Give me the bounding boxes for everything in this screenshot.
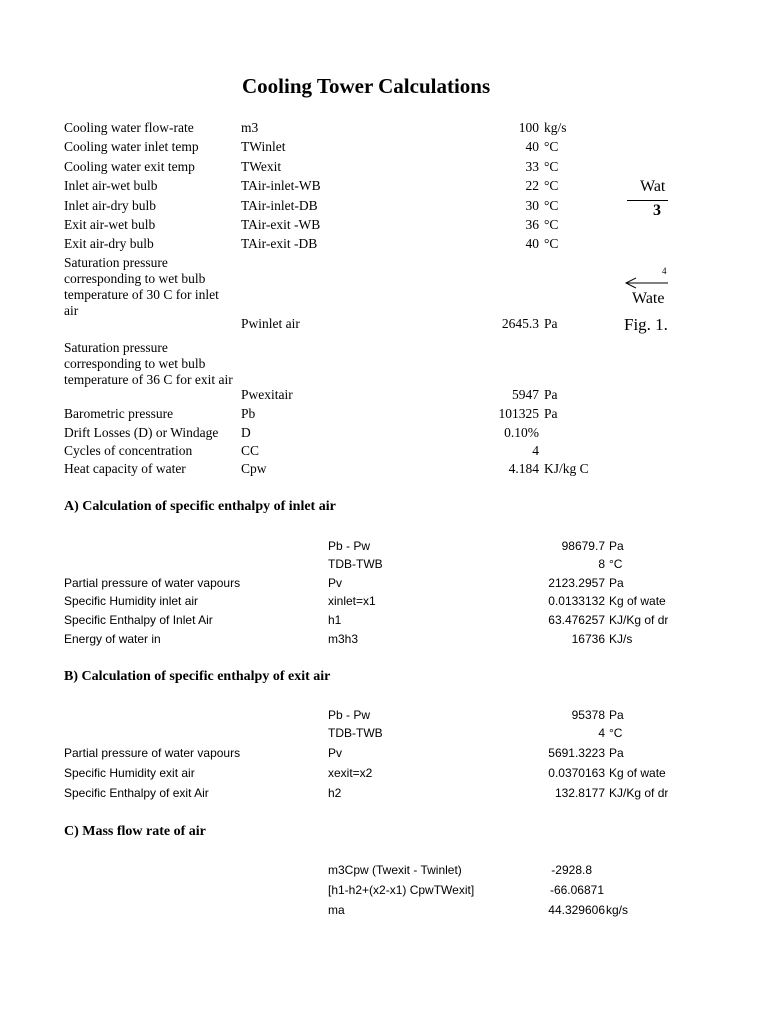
- param-unit: kg/s: [544, 120, 567, 135]
- row-unit: KJ/Kg of dr: [609, 786, 668, 800]
- row-unit: Pa: [609, 576, 624, 590]
- arrow-left-icon: [624, 276, 668, 290]
- row-expr: ma: [328, 903, 345, 917]
- param-symbol: TAir-inlet-WB: [241, 178, 321, 193]
- row-label: Partial pressure of water vapours: [64, 746, 241, 760]
- figure-caption: Fig. 1.: [624, 315, 668, 334]
- param-label: Cooling water inlet temp: [64, 139, 199, 154]
- param-symbol: D: [241, 425, 251, 440]
- row-unit: KJ/Kg of dr: [609, 613, 668, 627]
- row-expr: m3Cpw (Twexit - Twinlet): [328, 863, 462, 877]
- param-value: 40: [525, 236, 539, 251]
- param-label: Cooling water exit temp: [64, 159, 195, 174]
- figure-bottom-label: Wate: [632, 290, 665, 307]
- param-value: 5947: [512, 387, 539, 402]
- row-value: 8: [598, 557, 605, 571]
- row-value: 98679.7: [561, 539, 605, 553]
- row-value: -2928.8: [551, 863, 592, 877]
- param-label: Cooling water flow-rate: [64, 120, 194, 135]
- param-label: Drift Losses (D) or Windage: [64, 425, 219, 440]
- row-value: 16736: [571, 632, 605, 646]
- row-value: 95378: [571, 708, 605, 722]
- row-label: Specific Humidity inlet air: [64, 594, 199, 608]
- row-expr: TDB-TWB: [328, 726, 383, 740]
- param-symbol: Cpw: [241, 461, 267, 476]
- param-symbol: TAir-exit -DB: [241, 236, 318, 251]
- row-expr: xinlet=x1: [328, 594, 376, 608]
- param-unit: °C: [544, 139, 559, 154]
- param-value: 4.184: [508, 461, 539, 476]
- row-unit: Pa: [609, 708, 624, 722]
- row-value: 44.329606: [548, 903, 605, 917]
- row-value: 0.0370163: [548, 766, 605, 780]
- row-expr: Pb - Pw: [328, 539, 371, 553]
- row-unit: KJ/s: [609, 632, 633, 646]
- param-symbol: m3: [241, 120, 259, 135]
- row-expr: Pv: [328, 576, 343, 590]
- param-label: Inlet air-dry bulb: [64, 198, 156, 213]
- row-expr: h1: [328, 613, 342, 627]
- row-label: Specific Humidity exit air: [64, 766, 195, 780]
- section-b-heading: B) Calculation of specific enthalpy of exit air: [64, 669, 331, 684]
- section-c-heading: C) Mass flow rate of air: [64, 824, 206, 839]
- row-label: Specific Enthalpy of exit Air: [64, 786, 209, 800]
- row-unit: °C: [609, 726, 623, 740]
- row-value: 2123.2957: [548, 576, 605, 590]
- row-label: Specific Enthalpy of Inlet Air: [64, 613, 213, 627]
- figure-small-mark: 4: [662, 266, 667, 276]
- row-expr: [h1-h2+(x2-x1) CpwTWexit]: [328, 883, 475, 897]
- param-value: 30: [525, 198, 539, 213]
- param-unit: Pa: [544, 406, 558, 421]
- param-symbol: TWinlet: [241, 139, 286, 154]
- row-value: -66.06871: [549, 883, 604, 897]
- param-unit: °C: [544, 198, 559, 213]
- row-unit: °C: [609, 557, 623, 571]
- page-title: Cooling Tower Calculations: [242, 74, 491, 98]
- param-unit: °C: [544, 236, 559, 251]
- param-symbol: CC: [241, 443, 260, 458]
- figure-number: 3: [653, 202, 661, 219]
- param-label: Exit air-wet bulb: [64, 217, 156, 232]
- row-value: 63.476257: [548, 613, 605, 627]
- param-symbol: Pwexitair: [241, 387, 293, 402]
- param-value: 33: [525, 159, 539, 174]
- param-symbol: TWexit: [241, 159, 282, 174]
- row-value: 132.8177: [554, 786, 605, 800]
- param-label: Saturation pressure corresponding to wet bulb temperature of 36 C for exit air: [64, 340, 233, 387]
- row-value: 4: [598, 726, 605, 740]
- param-unit: °C: [544, 159, 559, 174]
- param-value: 36: [525, 217, 539, 232]
- row-label: Partial pressure of water vapours: [64, 576, 241, 590]
- param-symbol: Pb: [241, 406, 256, 421]
- row-unit: kg/s: [606, 903, 629, 917]
- param-value: 40: [525, 139, 539, 154]
- param-label: Cycles of concentration: [64, 443, 193, 458]
- param-label: Exit air-dry bulb: [64, 236, 154, 251]
- row-expr: m3h3: [328, 632, 359, 646]
- row-expr: TDB-TWB: [328, 557, 383, 571]
- row-label: Energy of water in: [64, 632, 161, 646]
- row-unit: Pa: [609, 539, 624, 553]
- param-symbol: TAir-exit -WB: [241, 217, 321, 232]
- param-value: 4: [532, 443, 539, 458]
- row-value: 5691.3223: [548, 746, 605, 760]
- param-value: 101325: [498, 406, 539, 421]
- row-expr: h2: [328, 786, 342, 800]
- row-unit: Kg of wate: [609, 594, 666, 608]
- section-a-heading: A) Calculation of specific enthalpy of inlet air: [64, 499, 336, 514]
- row-unit: Kg of wate: [609, 766, 666, 780]
- param-unit: °C: [544, 178, 559, 193]
- param-value: 22: [525, 178, 539, 193]
- param-unit: KJ/kg C: [544, 461, 589, 476]
- param-symbol: Pwinlet air: [241, 316, 300, 331]
- param-unit: °C: [544, 217, 559, 232]
- param-value: 2645.3: [501, 316, 539, 331]
- figure-line: [627, 200, 668, 201]
- row-unit: Pa: [609, 746, 624, 760]
- param-label: Barometric pressure: [64, 406, 174, 421]
- param-label: Heat capacity of water: [64, 461, 186, 476]
- cooling-tower-figure: [610, 170, 668, 350]
- param-value: 0.10%: [504, 425, 539, 440]
- row-expr: Pb - Pw: [328, 708, 371, 722]
- param-value: 100: [518, 120, 539, 135]
- row-expr: xexit=x2: [328, 766, 373, 780]
- row-expr: Pv: [328, 746, 343, 760]
- param-unit: Pa: [544, 387, 558, 402]
- param-label: Saturation pressure corresponding to wet bulb temperature of 30 C for inlet air: [64, 255, 219, 318]
- figure-top-label: Wat: [640, 178, 666, 195]
- param-unit: Pa: [544, 316, 558, 331]
- param-symbol: TAir-inlet-DB: [241, 198, 318, 213]
- row-value: 0.0133132: [548, 594, 605, 608]
- param-label: Inlet air-wet bulb: [64, 178, 158, 193]
